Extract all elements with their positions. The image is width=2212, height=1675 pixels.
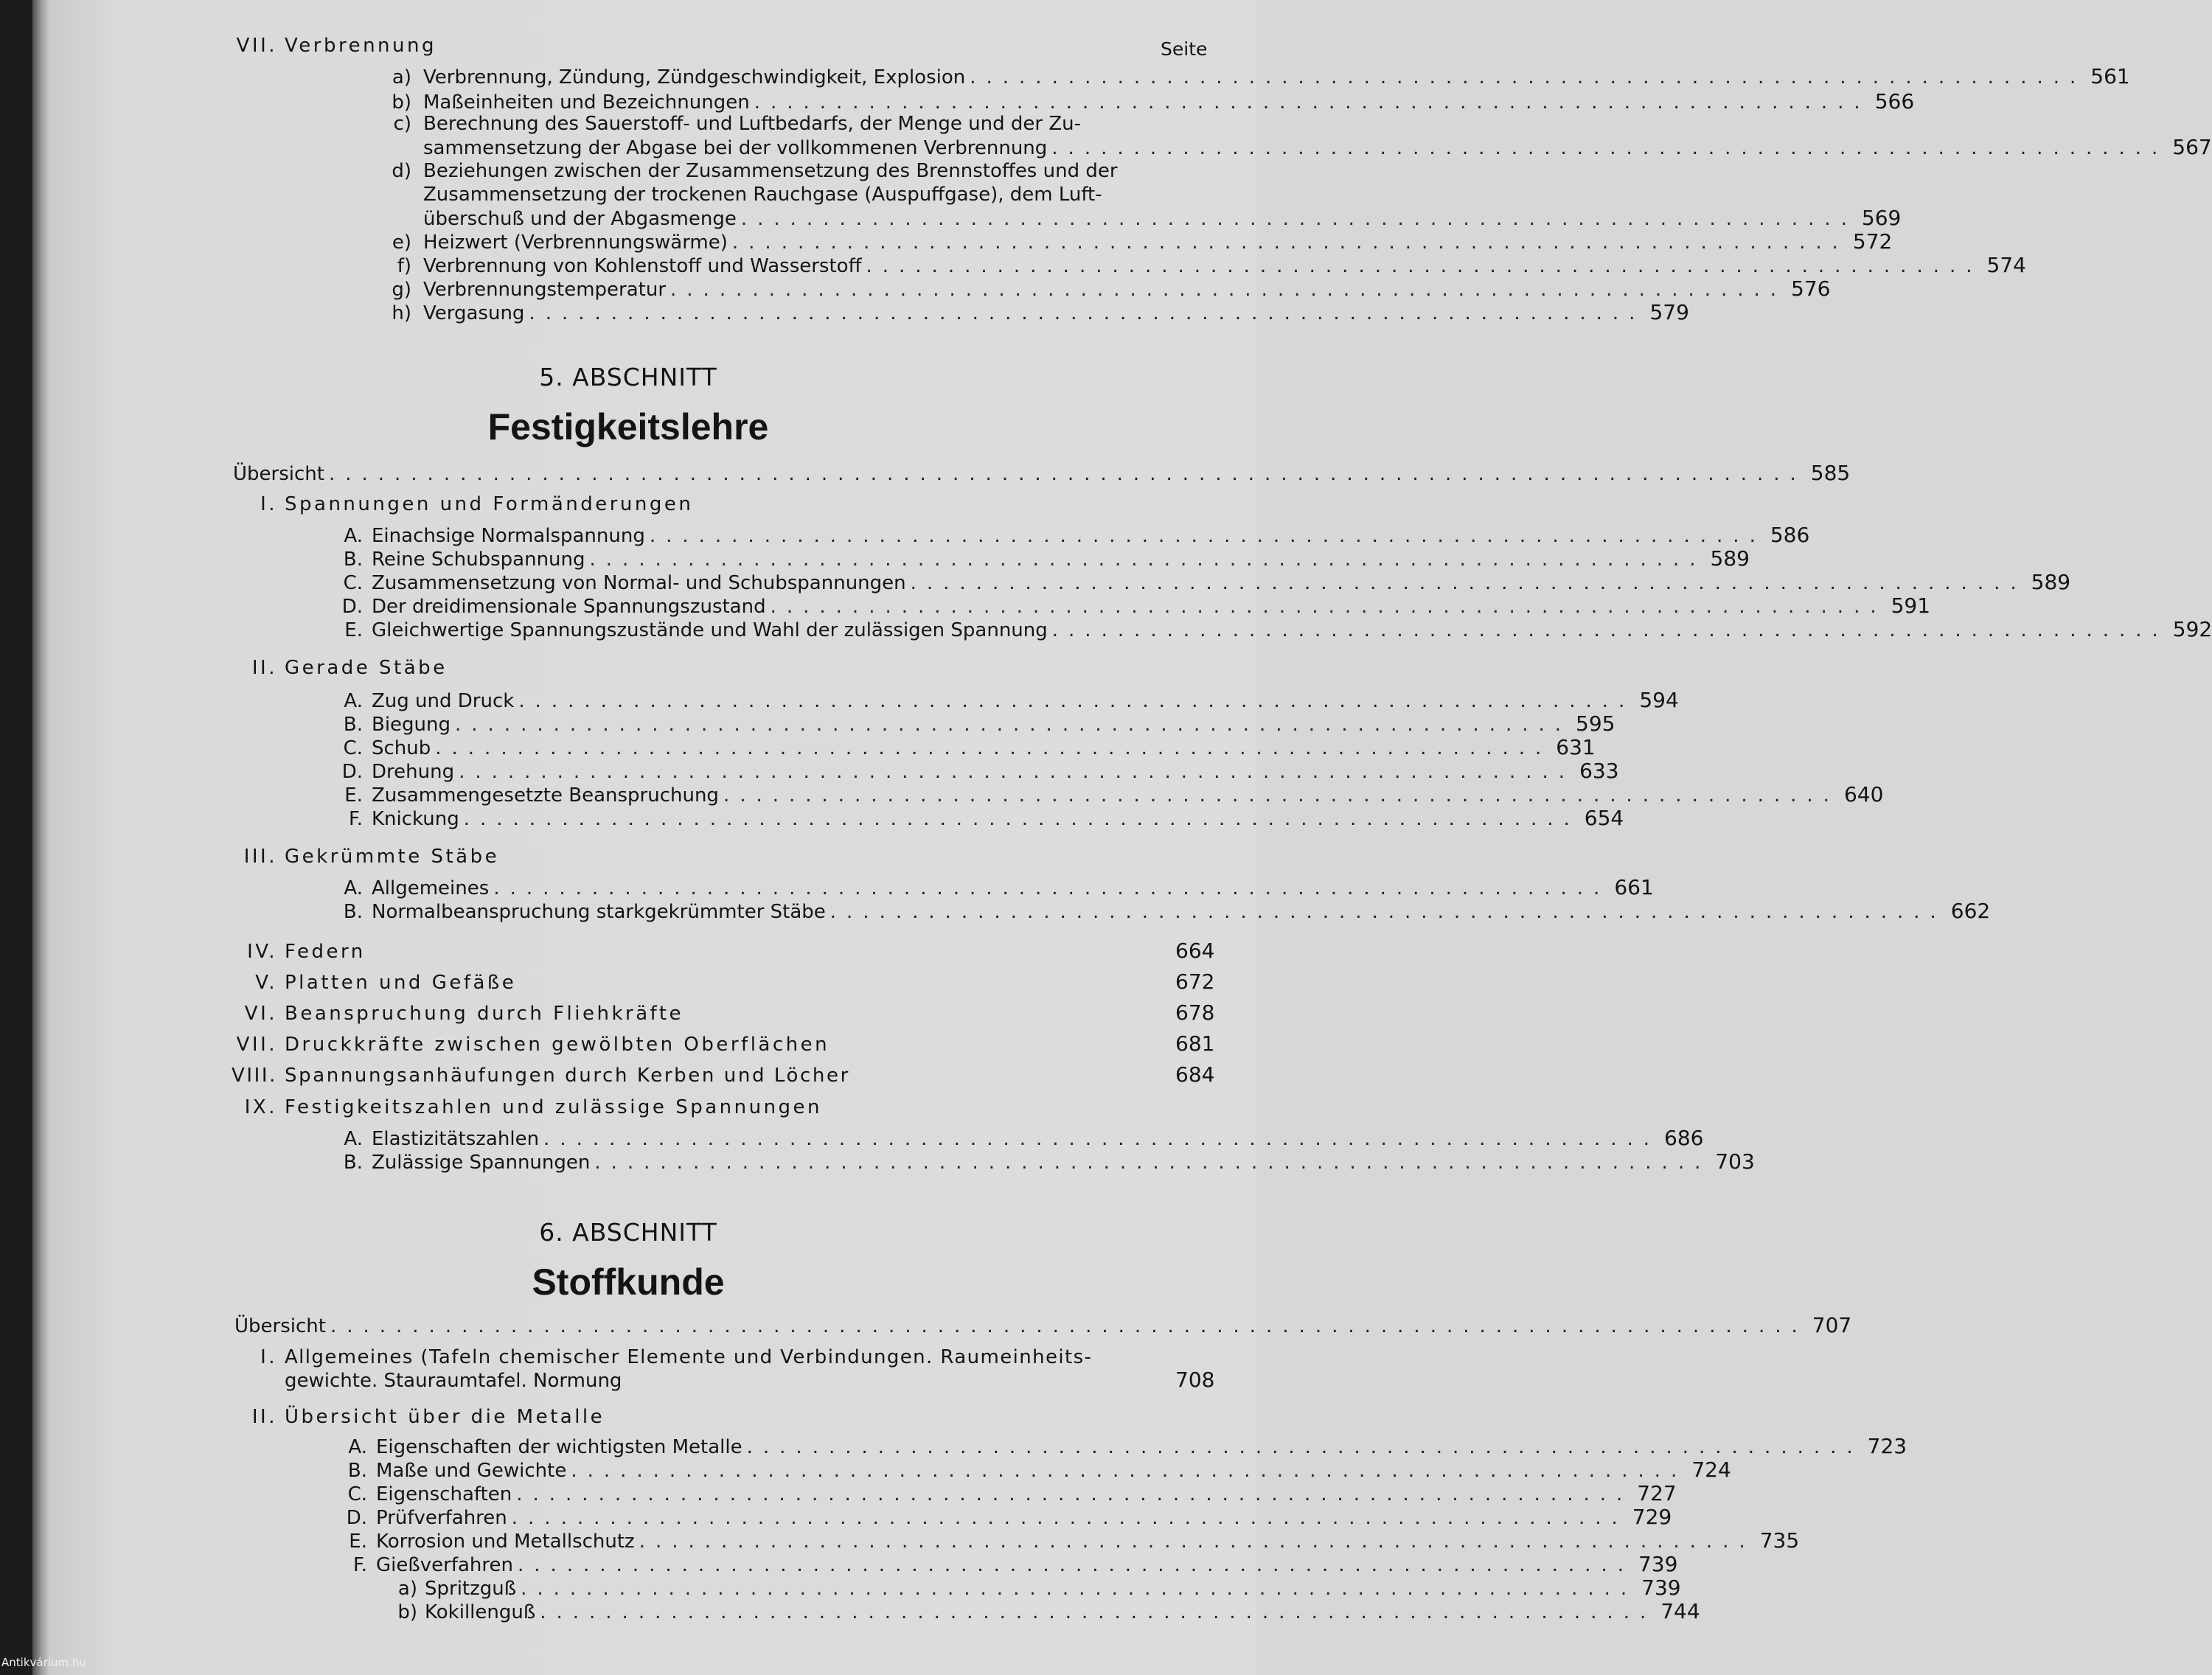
- chapter-title: gewichte. Stauraumtafel. Normung: [285, 1370, 622, 1392]
- entry-title: Gleichwertige Spannungszustände und Wahl der zulässigen Spannung: [372, 619, 1048, 641]
- leader-dots: ....................................................................: [740, 208, 1857, 230]
- section-title: Festigkeitslehre: [487, 406, 769, 448]
- entry-number: D.: [341, 596, 363, 618]
- watermark: Antikvárium.hu: [1, 1656, 86, 1669]
- leader-dots: ....................................................................: [518, 690, 1635, 712]
- entry-page-number: 579: [1649, 300, 1689, 324]
- toc-subentry: [395, 1575, 1681, 1601]
- chapter-title: Festigkeitszahlen und zulässige Spannungen: [285, 1096, 823, 1118]
- toc-entry: [336, 899, 1991, 924]
- entry-title: Verbrennungstemperatur: [423, 279, 667, 301]
- entry-number: A.: [344, 690, 363, 712]
- toc-entry: [336, 759, 1619, 784]
- entry-title: Kokillenguß: [425, 1601, 536, 1623]
- leader-dots: ....................................................................: [435, 737, 1552, 759]
- entry-page-number: 589: [2031, 570, 2071, 594]
- chapter-number: VII.: [236, 1034, 277, 1056]
- entry-page-number: 681: [1175, 1031, 1215, 1056]
- chapter-title: Verbrennung: [285, 35, 437, 57]
- entry-number: a): [392, 66, 411, 88]
- leader-dots: ..........................................................................................: [330, 1315, 1808, 1337]
- chapter-title: Gekrümmte Stäbe: [285, 846, 500, 868]
- toc-chapter: [285, 1368, 1214, 1393]
- chapter-number: VI.: [244, 1003, 277, 1025]
- toc-entry: [336, 1126, 1704, 1151]
- toc-entry: [389, 300, 1689, 325]
- entry-title: überschuß und der Abgasmenge: [423, 208, 737, 230]
- toc-chapter-heading: [233, 1096, 1192, 1119]
- entry-title: Gießverfahren: [376, 1554, 513, 1576]
- entry-title-line1: Beziehungen zwischen der Zusammensetzung des Brennstoffes und der: [423, 160, 1118, 182]
- toc-entry: [336, 806, 1624, 831]
- leader-dots: ....................................................................: [543, 1128, 1660, 1150]
- entry-page-number: 567: [2172, 135, 2212, 159]
- entry-number: d): [392, 160, 411, 182]
- entry-page-number: 633: [1579, 759, 1619, 783]
- leader-dots: ....................................................................: [511, 1507, 1628, 1529]
- toc-entry: [341, 1528, 1800, 1553]
- toc-entry: [336, 688, 1679, 713]
- entry-page-number: 640: [1843, 782, 1884, 807]
- chapter-title: Beanspruchung durch Fliehkräfte: [285, 1003, 684, 1025]
- chapter-title: Spannungen und Formänderungen: [285, 493, 694, 515]
- section-label: 5. ABSCHNITT: [539, 363, 717, 391]
- entry-page-number: 723: [1867, 1434, 1907, 1458]
- toc-chapter: [233, 970, 1214, 995]
- toc-entry: [423, 206, 1902, 231]
- leader-dots: ....................................................................: [1051, 137, 2168, 159]
- toc-entry: [389, 253, 2026, 278]
- toc-entry: [423, 135, 2212, 160]
- entry-number: F.: [352, 1554, 367, 1576]
- entry-page-number: 589: [1710, 546, 1750, 571]
- entry-number: A.: [344, 1128, 363, 1150]
- chapter-number: VII.: [236, 35, 277, 57]
- entry-title: Heizwert (Verbrennungswärme): [423, 231, 728, 254]
- entry-page-number: 739: [1641, 1575, 1681, 1600]
- entry-number: B.: [343, 549, 363, 571]
- toc-chapter-heading: [233, 845, 1192, 868]
- leader-dots: ....................................................................: [455, 714, 1572, 736]
- entry-title: Normalbeanspruchung starkgekrümmter Stäbe: [372, 901, 826, 923]
- entry-page-number: 569: [1861, 206, 1902, 230]
- chapter-title: Übersicht über die Metalle: [285, 1406, 605, 1428]
- entry-number: D.: [341, 761, 363, 783]
- entry-number: B.: [347, 1460, 367, 1482]
- entry-title-line1: Berechnung des Sauerstoff- und Luftbedarfs, der Menge und der Zu-: [423, 113, 1081, 135]
- toc-chapter-heading: [233, 34, 1192, 58]
- entry-page-number: 594: [1639, 688, 1679, 712]
- entry-title: sammensetzung der Abgase bei der vollkommenen Verbrennung: [423, 137, 1048, 159]
- entry-page-number: 661: [1614, 875, 1654, 899]
- chapter-title: Spannungsanhäufungen durch Kerben und Löcher: [285, 1065, 850, 1087]
- toc-chapter: [233, 939, 1214, 964]
- page-gutter: [32, 0, 49, 1675]
- leader-dots: ....................................................................: [754, 91, 1871, 114]
- chapter-title: Druckkräfte zwischen gewölbten Oberflächen: [285, 1034, 830, 1056]
- entry-number: e): [392, 231, 411, 254]
- entry-title: Prüfverfahren: [376, 1507, 507, 1529]
- leader-dots: ....................................................................: [517, 1554, 1634, 1576]
- entry-title: Eigenschaften: [376, 1483, 512, 1505]
- chapter-title: Federn: [285, 941, 366, 963]
- toc-entry: [341, 1552, 1678, 1577]
- toc-entry: [341, 1434, 1907, 1459]
- toc-chapter: [233, 1001, 1214, 1025]
- entry-page-number: 664: [1175, 939, 1215, 963]
- toc-entry: [336, 875, 1654, 900]
- book-spine-shadow: [0, 0, 32, 1675]
- toc-entry: [336, 546, 1750, 571]
- toc-entry: [341, 1505, 1672, 1530]
- entry-number: B.: [343, 714, 363, 736]
- chapter-number: II.: [251, 657, 277, 679]
- leader-dots: ....................................................................: [723, 784, 1840, 807]
- toc-entry: [341, 1458, 1731, 1483]
- toc-entry: [336, 1149, 1755, 1174]
- entry-title: Allgemeines: [372, 877, 490, 899]
- entry-page-number: 662: [1950, 899, 1991, 923]
- toc-entry: [336, 735, 1596, 760]
- entry-page-number: 592: [2172, 617, 2212, 641]
- leader-dots: ....................................................................: [589, 549, 1706, 571]
- toc-overview: [234, 1313, 1852, 1338]
- toc-entry: [389, 89, 1915, 114]
- leader-dots: ....................................................................: [670, 279, 1787, 301]
- entry-number: h): [392, 302, 411, 324]
- entry-number: E.: [344, 619, 363, 641]
- entry-page-number: 686: [1664, 1126, 1704, 1150]
- toc-entry: [389, 276, 1831, 302]
- entry-page-number: 595: [1576, 711, 1615, 736]
- entry-title: Verbrennung von Kohlenstoff und Wasserstoff: [423, 255, 862, 277]
- toc-chapter: [233, 1032, 1214, 1056]
- entry-number: E.: [349, 1531, 367, 1553]
- chapter-number: IX.: [244, 1096, 277, 1118]
- entry-page-number: 586: [1770, 523, 1810, 547]
- toc-chapter-heading: [233, 1405, 1192, 1429]
- toc-entry: [336, 570, 2071, 595]
- entry-page-number: 703: [1715, 1149, 1755, 1174]
- leader-dots: ....................................................................: [830, 901, 1947, 923]
- leader-dots: ....................................................................: [1051, 619, 2168, 641]
- toc-chapter-first-line: [233, 1345, 1159, 1369]
- entry-page-number: 572: [1852, 229, 1893, 254]
- entry-page-number: 708: [1175, 1368, 1215, 1392]
- leader-dots: ....................................................................: [970, 66, 2087, 88]
- toc-entry-first-line: [389, 159, 1156, 183]
- entry-title: Zug und Druck: [372, 690, 515, 712]
- entry-page-number: 591: [1891, 593, 1931, 618]
- section-label: 6. ABSCHNITT: [539, 1218, 717, 1247]
- entry-number: A.: [344, 877, 363, 899]
- leader-dots: ....................................................................: [910, 572, 2027, 594]
- entry-number: B.: [343, 1152, 363, 1174]
- chapter-number: V.: [255, 972, 277, 994]
- chapter-title: Platten und Gefäße: [285, 972, 517, 994]
- entry-number: a): [397, 1578, 417, 1600]
- toc-entry: [341, 1481, 1677, 1506]
- entry-page-number: 739: [1638, 1552, 1678, 1576]
- toc-chapter-heading: [233, 492, 1192, 516]
- entry-title: Verbrennung, Zündung, Zündgeschwindigkeit, Explosion: [423, 66, 966, 88]
- toc-entry: [336, 711, 1615, 736]
- entry-title: Drehung: [372, 761, 455, 783]
- entry-page-number: 678: [1175, 1000, 1215, 1025]
- toc-subentry: [395, 1599, 1700, 1624]
- entry-number: A.: [344, 525, 363, 547]
- leader-dots: ....................................................................: [516, 1483, 1633, 1505]
- entry-title: Korrosion und Metallschutz: [376, 1531, 635, 1553]
- entry-number: B.: [343, 901, 363, 923]
- seite-column-label: Seite: [1161, 38, 1208, 60]
- entry-title: Einachsige Normalspannung: [372, 525, 645, 547]
- toc-chapter-heading: [233, 656, 1192, 680]
- entry-page-number: 744: [1660, 1599, 1700, 1623]
- chapter-number: III.: [243, 846, 277, 868]
- overview-title: Übersicht: [234, 1315, 326, 1337]
- entry-number: g): [392, 279, 411, 301]
- chapter-number: VIII.: [231, 1065, 277, 1087]
- entry-page-number: 729: [1632, 1505, 1672, 1529]
- entry-title: Biegung: [372, 714, 451, 736]
- entry-title: Maßeinheiten und Bezeichnungen: [423, 91, 750, 114]
- entry-page-number: 654: [1584, 806, 1624, 830]
- leader-dots: ....................................................................: [639, 1531, 1756, 1553]
- entry-number: f): [397, 255, 411, 277]
- entry-number: A.: [348, 1436, 367, 1458]
- leader-dots: ....................................................................: [463, 808, 1580, 830]
- entry-page-number: 672: [1175, 969, 1215, 994]
- chapter-number: I.: [260, 1346, 277, 1368]
- entry-number: D.: [346, 1507, 367, 1529]
- entry-page-number: 735: [1759, 1528, 1800, 1553]
- toc-overview: [233, 461, 1851, 486]
- entry-page-number: 574: [1986, 253, 2026, 277]
- entry-title: Zusammensetzung von Normal- und Schubspannungen: [372, 572, 906, 594]
- entry-title: Elastizitätszahlen: [372, 1128, 540, 1150]
- chapter-title: Gerade Stäbe: [285, 657, 448, 679]
- toc-chapter: [226, 1063, 1214, 1087]
- entry-title: Zulässige Spannungen: [372, 1152, 591, 1174]
- entry-number: E.: [344, 784, 363, 807]
- leader-dots: ....................................................................: [746, 1436, 1863, 1458]
- toc-entry: [389, 229, 1893, 254]
- entry-page-number: 585: [1810, 461, 1851, 485]
- leader-dots: ....................................................................: [459, 761, 1576, 783]
- leader-dots: ....................................................................: [521, 1578, 1638, 1600]
- entry-title: Zusammengesetzte Beanspruchung: [372, 784, 719, 807]
- leader-dots: ....................................................................: [731, 231, 1848, 254]
- chapter-number: I.: [260, 493, 277, 515]
- entry-number: F.: [348, 808, 363, 830]
- leader-dots: ....................................................................: [770, 596, 1887, 618]
- leader-dots: ....................................................................: [493, 877, 1610, 899]
- entry-title: Spritzguß: [425, 1578, 517, 1600]
- entry-title: Der dreidimensionale Spannungszustand: [372, 596, 766, 618]
- leader-dots: ....................................................................: [866, 255, 1983, 277]
- leader-dots: ....................................................................: [571, 1460, 1688, 1482]
- entry-page-number: 561: [2090, 64, 2130, 88]
- chapter-title-line1: Allgemeines (Tafeln chemischer Elemente und Verbindungen. Raumeinheits-: [285, 1346, 1093, 1368]
- entry-page-number: 576: [1791, 276, 1831, 301]
- entry-page-number: 707: [1812, 1313, 1852, 1337]
- entry-number: C.: [343, 572, 363, 594]
- entry-title: Schub: [372, 737, 431, 759]
- entry-title: Vergasung: [423, 302, 525, 324]
- toc-entry: [336, 782, 1884, 807]
- leader-dots: ....................................................................: [540, 1601, 1657, 1623]
- entry-title-line2: Zusammensetzung der trockenen Rauchgase (Auspuffgase), dem Luft-: [423, 184, 1102, 206]
- entry-title: Maße und Gewichte: [376, 1460, 567, 1482]
- entry-number: c): [393, 113, 411, 135]
- leader-dots: ....................................................................: [649, 525, 1766, 547]
- entry-page-number: 724: [1691, 1458, 1731, 1482]
- overview-title: Übersicht: [233, 463, 324, 485]
- toc-entry: [336, 617, 2212, 642]
- entry-title: Knickung: [372, 808, 459, 830]
- entry-number: b): [392, 91, 411, 114]
- chapter-number: IV.: [247, 941, 277, 963]
- entry-number: C.: [347, 1483, 367, 1505]
- toc-entry: [336, 593, 1931, 619]
- entry-page-number: 684: [1175, 1062, 1215, 1087]
- toc-entry-first-line: [389, 112, 1156, 136]
- section-title: Stoffkunde: [532, 1261, 725, 1303]
- leader-dots: ....................................................................: [529, 302, 1646, 324]
- leader-dots: ..........................................................................................: [328, 463, 1806, 485]
- entry-number: b): [397, 1601, 417, 1623]
- entry-page-number: 727: [1637, 1481, 1677, 1505]
- entry-number: C.: [343, 737, 363, 759]
- entry-page-number: 631: [1556, 735, 1596, 759]
- toc-entry: [336, 523, 1810, 548]
- entry-title: Reine Schubspannung: [372, 549, 585, 571]
- chapter-number: II.: [251, 1406, 277, 1428]
- entry-page-number: 566: [1874, 89, 1915, 114]
- entry-title: Eigenschaften der wichtigsten Metalle: [376, 1436, 742, 1458]
- toc-entry: [389, 64, 2130, 89]
- leader-dots: ....................................................................: [594, 1152, 1711, 1174]
